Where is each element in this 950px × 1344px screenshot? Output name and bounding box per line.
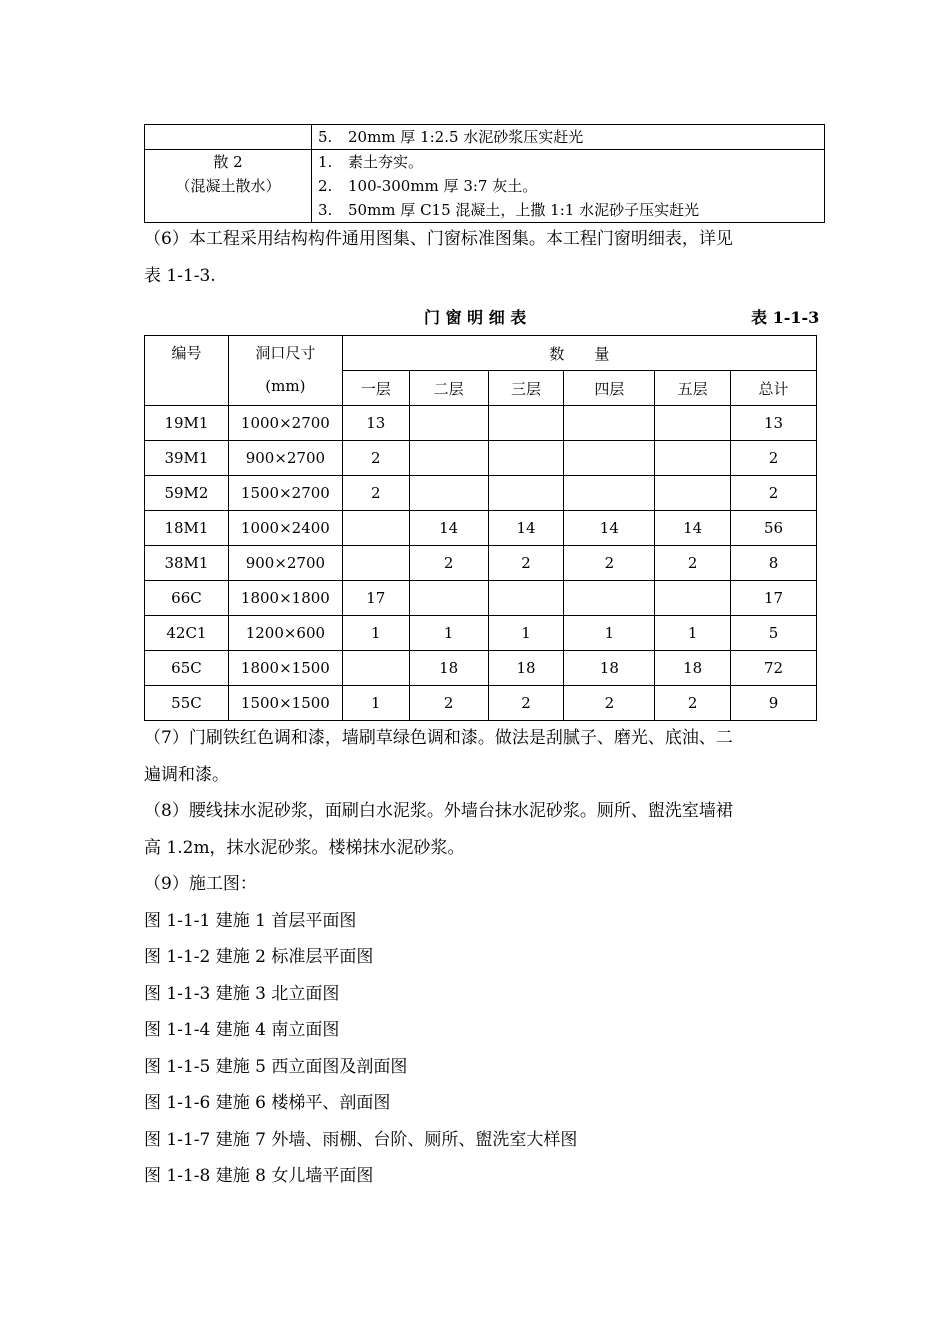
table-cell-f1: 1: [342, 686, 409, 721]
table-cell-total: 56: [731, 511, 817, 546]
table-body: [145, 406, 817, 721]
paragraph-6-line-2: 表 1-1-3.: [144, 266, 216, 286]
item-text: 素土夯实。: [348, 153, 424, 171]
table-cell-size: 1500×2700: [228, 476, 342, 511]
table-cell-total: 8: [731, 546, 817, 581]
table-cell-f5: [655, 441, 731, 476]
header-floor: 三层: [488, 371, 564, 406]
table-cell-f3: 18: [488, 651, 564, 686]
table-cell-size: 900×2700: [228, 441, 342, 476]
item-number: 3.: [318, 201, 333, 219]
table-cell-f4: [564, 476, 655, 511]
table-number: 表 1-1-3: [751, 308, 820, 327]
table-cell-f2: 2: [409, 546, 488, 581]
construction-method-table: [144, 124, 825, 223]
header-code: 编号: [145, 336, 229, 406]
table-cell-code: 19M1: [145, 406, 229, 441]
list-item: [318, 174, 824, 198]
table-cell-size: 1000×2400: [228, 511, 342, 546]
header-floor: 五层: [655, 371, 731, 406]
table-cell-size: 1200×600: [228, 616, 342, 651]
table-cell-f5: 2: [655, 686, 731, 721]
item-text: 20mm 厚 1:2.5 水泥砂浆压实赶光: [348, 128, 584, 146]
table-cell-f3: 2: [488, 686, 564, 721]
table-cell-size: 1500×1500: [228, 686, 342, 721]
drawing-item: 图 1-1-5 建施 5 西立面图及剖面图: [144, 1057, 408, 1077]
table-cell-f2: [409, 581, 488, 616]
table-cell-f5: 1: [655, 616, 731, 651]
row-label-sub: （混凝土散水）: [175, 177, 281, 195]
header-size: [228, 336, 342, 406]
table-cell-f1: 13: [342, 406, 409, 441]
table-cell-size: 1800×1500: [228, 651, 342, 686]
table-cell: [145, 150, 312, 223]
table-cell-f1: [342, 651, 409, 686]
table-cell-f2: [409, 406, 488, 441]
table-cell-total: 13: [731, 406, 817, 441]
table-cell-f1: 1: [342, 616, 409, 651]
table-cell-f4: 2: [564, 546, 655, 581]
table-row: [145, 546, 817, 581]
paragraph-6-line-1: （6）本工程采用结构构件通用图集、门窗标准图集。本工程门窗明细表，详见: [144, 229, 733, 249]
table-cell-f3: [488, 581, 564, 616]
header-size-label: 洞口尺寸: [255, 344, 316, 362]
table-row: [145, 406, 817, 441]
table-cell-f2: 14: [409, 511, 488, 546]
paragraph-8-line-2: 高 1.2m，抹水泥砂浆。楼梯抹水泥砂浆。: [144, 838, 465, 858]
paragraph-8-line-1: （8）腰线抹水泥砂浆，面刷白水泥浆。外墙台抹水泥砂浆。厕所、盥洗室墙裙: [144, 801, 733, 821]
item-number: 5.: [318, 128, 333, 146]
item-text: 100-300mm 厚 3:7 灰土。: [348, 177, 538, 195]
drawing-item: 图 1-1-6 建施 6 楼梯平、剖面图: [144, 1093, 391, 1113]
table-cell-code: 39M1: [145, 441, 229, 476]
table-cell-f4: 14: [564, 511, 655, 546]
header-floor: 二层: [409, 371, 488, 406]
table-cell: [145, 125, 312, 150]
table-cell: [312, 150, 825, 223]
table-cell-code: 66C: [145, 581, 229, 616]
list-item: [318, 125, 824, 149]
table-cell-code: 59M2: [145, 476, 229, 511]
header-floor: 四层: [564, 371, 655, 406]
table-cell-f3: 14: [488, 511, 564, 546]
table-cell-f5: [655, 581, 731, 616]
table-cell-f1: 17: [342, 581, 409, 616]
table-cell-f4: 1: [564, 616, 655, 651]
table-cell-f5: 2: [655, 546, 731, 581]
table-cell-total: 5: [731, 616, 817, 651]
table-cell-size: 1000×2700: [228, 406, 342, 441]
table-cell-f2: 18: [409, 651, 488, 686]
table-row: [145, 441, 817, 476]
table-cell-f2: [409, 441, 488, 476]
drawing-item: 图 1-1-1 建施 1 首层平面图: [144, 911, 357, 931]
table-cell-code: 65C: [145, 651, 229, 686]
table-row: [145, 616, 817, 651]
header-total: 总计: [731, 371, 817, 406]
table-cell-f4: 2: [564, 686, 655, 721]
table-cell-code: 18M1: [145, 511, 229, 546]
table-cell-total: 2: [731, 476, 817, 511]
table-cell: [312, 125, 825, 150]
table-cell-total: 17: [731, 581, 817, 616]
table-row: [145, 150, 825, 223]
header-size-unit: (mm): [265, 377, 306, 395]
table-row: [145, 581, 817, 616]
item-number: 1.: [318, 153, 333, 171]
table-cell-f2: 2: [409, 686, 488, 721]
table-row: [145, 511, 817, 546]
table-cell-f3: 1: [488, 616, 564, 651]
table-cell-f2: [409, 476, 488, 511]
paragraph-7-line-1: （7）门刷铁红色调和漆，墙刷草绿色调和漆。做法是刮腻子、磨光、底油、二: [144, 728, 733, 748]
table-row: [145, 125, 825, 150]
table-cell-total: 2: [731, 441, 817, 476]
table-cell-f5: 14: [655, 511, 731, 546]
table-row: [145, 476, 817, 511]
table-cell-f1: 2: [342, 441, 409, 476]
item-number: 2.: [318, 177, 333, 195]
table-cell-f4: [564, 581, 655, 616]
drawing-item: 图 1-1-8 建施 8 女儿墙平面图: [144, 1166, 374, 1186]
table-cell-f3: [488, 476, 564, 511]
table-cell-f4: 18: [564, 651, 655, 686]
table-cell-code: 55C: [145, 686, 229, 721]
item-text: 50mm 厚 C15 混凝土，上撒 1:1 水泥砂子压实赶光: [348, 201, 700, 219]
table-cell-f2: 1: [409, 616, 488, 651]
table-cell-size: 900×2700: [228, 546, 342, 581]
table-cell-f3: [488, 406, 564, 441]
table-cell-f5: [655, 476, 731, 511]
table-cell-f5: 18: [655, 651, 731, 686]
table-cell-f1: [342, 511, 409, 546]
table-cell-f3: [488, 441, 564, 476]
table-cell-size: 1800×1800: [228, 581, 342, 616]
row-label: 散 2: [213, 153, 243, 171]
table-cell-code: 38M1: [145, 546, 229, 581]
table-cell-total: 9: [731, 686, 817, 721]
drawing-item: 图 1-1-4 建施 4 南立面图: [144, 1020, 340, 1040]
table-cell-f1: [342, 546, 409, 581]
drawing-item: 图 1-1-3 建施 3 北立面图: [144, 984, 340, 1004]
table-row: [145, 686, 817, 721]
table-cell-f4: [564, 441, 655, 476]
table-cell-f1: 2: [342, 476, 409, 511]
table-cell-f3: 2: [488, 546, 564, 581]
drawing-item: 图 1-1-2 建施 2 标准层平面图: [144, 947, 374, 967]
table-title: 门 窗 明 细 表: [424, 308, 527, 327]
table-cell-f5: [655, 406, 731, 441]
table-row: [145, 651, 817, 686]
header-quantity: 数 量: [342, 336, 816, 371]
table-cell-f4: [564, 406, 655, 441]
door-window-schedule-table: [144, 335, 817, 721]
paragraph-7-line-2: 遍调和漆。: [144, 765, 229, 785]
list-item: [318, 198, 824, 222]
list-item: [318, 150, 824, 174]
header-floor: 一层: [342, 371, 409, 406]
table-cell-code: 42C1: [145, 616, 229, 651]
table-cell-total: 72: [731, 651, 817, 686]
paragraph-9: （9）施工图：: [144, 874, 257, 894]
drawing-item: 图 1-1-7 建施 7 外墙、雨棚、台阶、厕所、盥洗室大样图: [144, 1130, 578, 1150]
table-header-row: [145, 336, 817, 371]
